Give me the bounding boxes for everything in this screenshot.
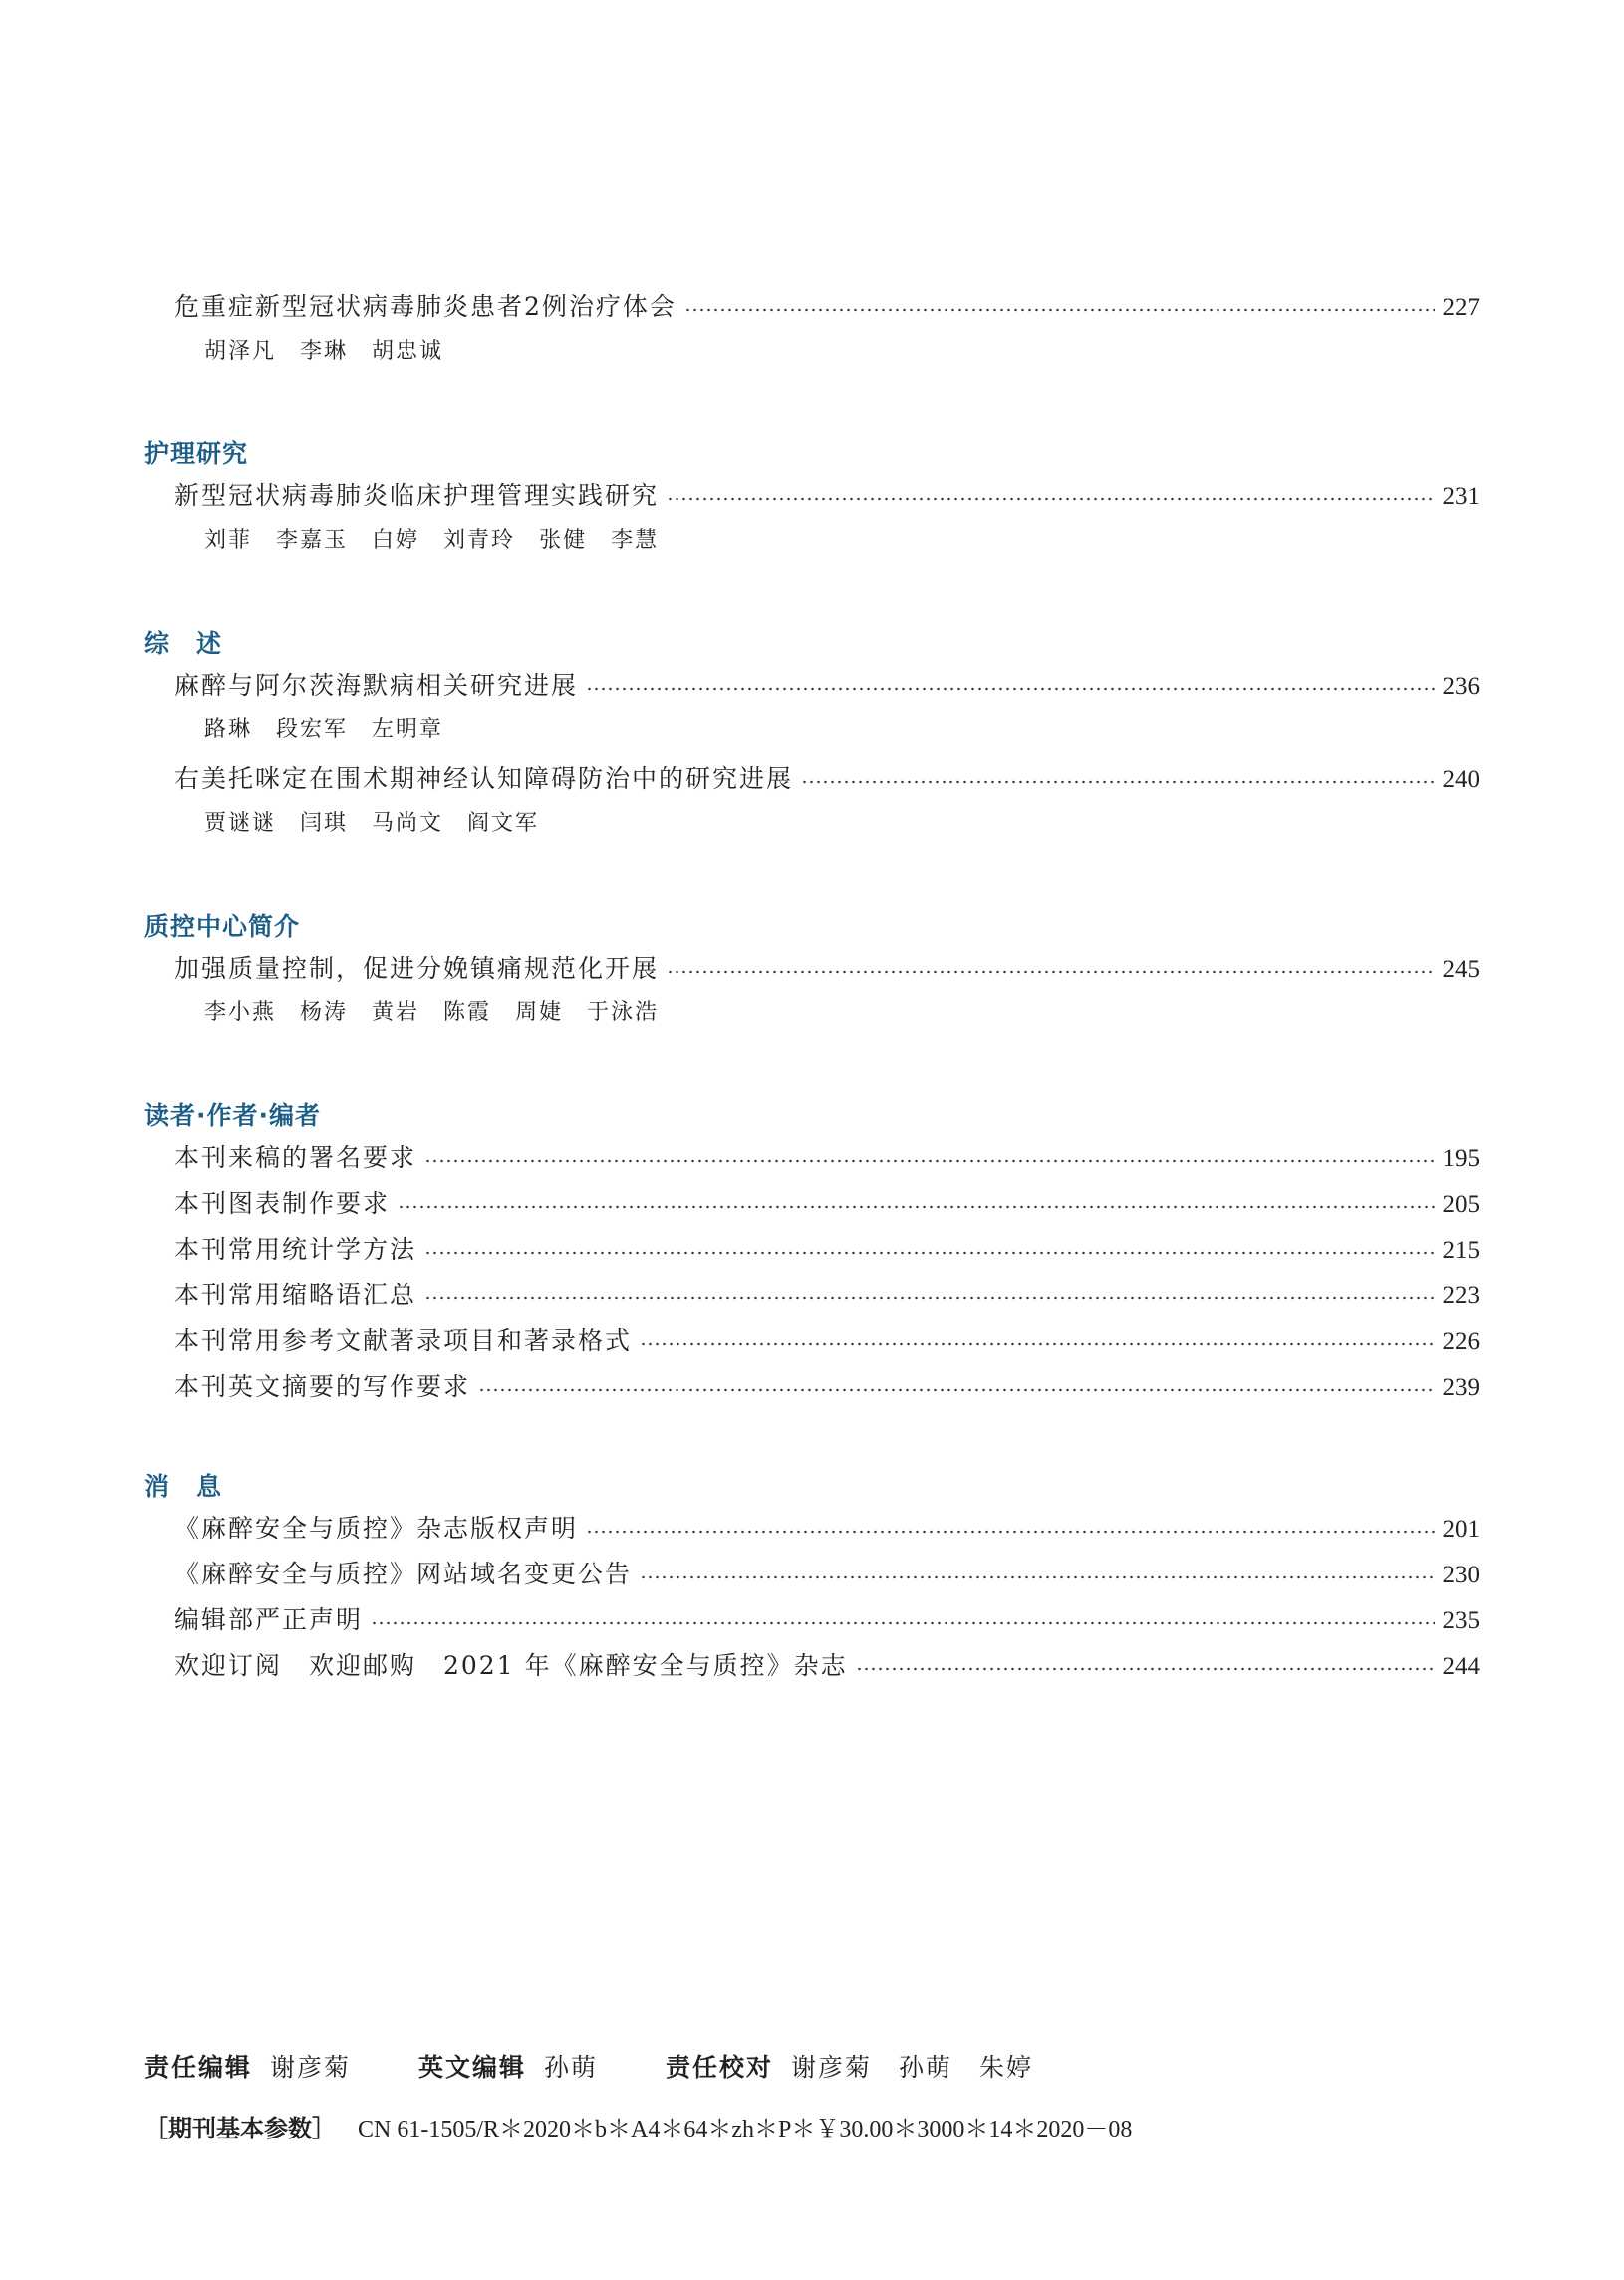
entry-title[interactable]: 新型冠状病毒肺炎临床护理管理实践研究: [174, 481, 660, 510]
entry-line[interactable]: [144, 1597, 1480, 1643]
entry-title[interactable]: 本刊来稿的署名要求: [174, 1143, 417, 1172]
page-number[interactable]: 235: [1442, 1607, 1480, 1634]
entry-title[interactable]: 编辑部严正声明: [174, 1605, 364, 1634]
entry-title[interactable]: 麻醉与阿尔茨海默病相关研究进展: [174, 671, 579, 700]
entry-line[interactable]: [144, 1135, 1480, 1181]
toc-entry[interactable]: [144, 946, 1480, 1039]
author-name: 李小燕: [204, 1000, 277, 1025]
staff-label: 责任校对: [665, 2053, 773, 2082]
toc-entry[interactable]: [144, 1506, 1480, 1552]
page-number[interactable]: 205: [1442, 1191, 1480, 1218]
staff-label: 责任编辑: [144, 2053, 253, 2082]
entry-title[interactable]: 危重症新型冠状病毒肺炎患者2例治疗体会: [174, 292, 677, 321]
entry-line[interactable]: [144, 756, 1480, 802]
staff-names: 谢彦菊: [270, 2053, 352, 2082]
page-number[interactable]: 240: [1442, 766, 1480, 793]
entry-title[interactable]: 右美托咪定在围术期神经认知障碍防治中的研究进展: [174, 764, 794, 793]
author-name: 路琳: [204, 717, 253, 742]
page-number[interactable]: 223: [1442, 1282, 1480, 1309]
table-of-contents: [144, 284, 1480, 1747]
entry-line[interactable]: [144, 1364, 1480, 1410]
toc-section: [144, 1097, 1480, 1410]
author-name: 于泳浩: [587, 1000, 660, 1025]
entry-line[interactable]: [144, 1318, 1480, 1364]
section-heading: 消 息: [144, 1472, 223, 1501]
entry-line[interactable]: [144, 1181, 1480, 1227]
entry-title[interactable]: 本刊常用缩略语汇总: [174, 1281, 417, 1309]
toc-section: [144, 625, 1480, 850]
leader-dots: [424, 1296, 1434, 1300]
toc-entry[interactable]: [144, 1135, 1480, 1181]
leader-dots: [640, 1575, 1434, 1579]
params-value: CN 61-1505/R＊2020＊b＊A4＊64＊zh＊P＊￥30.00＊3000＊14＊2020－08: [358, 2117, 1133, 2142]
author-name: 张健: [539, 528, 588, 553]
entry-title[interactable]: 《麻醉安全与质控》网站域名变更公告: [174, 1560, 633, 1588]
page-number[interactable]: 245: [1442, 956, 1480, 983]
author-name: 李琳: [300, 339, 349, 364]
page-number[interactable]: 215: [1442, 1237, 1480, 1264]
leader-dots: [424, 1251, 1434, 1255]
leader-dots: [371, 1621, 1434, 1625]
author-name: 贾谜谜: [204, 811, 277, 836]
staff-names: 谢彦菊 孙萌 朱婷: [790, 2053, 1033, 2082]
page-number[interactable]: 227: [1442, 294, 1480, 321]
leader-dots: [667, 970, 1434, 974]
entry-line[interactable]: [144, 284, 1480, 330]
author-name: 李嘉玉: [276, 528, 349, 553]
toc-entry[interactable]: [144, 1597, 1480, 1643]
page-number[interactable]: 236: [1442, 673, 1480, 700]
leader-dots: [424, 1159, 1434, 1163]
page-number[interactable]: 244: [1442, 1653, 1480, 1680]
staff-line: [144, 2043, 1480, 2093]
leader-dots: [640, 1342, 1434, 1346]
leader-dots: [667, 497, 1434, 501]
section-heading: 质控中心简介: [144, 912, 301, 941]
page-number[interactable]: 230: [1442, 1562, 1480, 1588]
toc-entry[interactable]: [144, 756, 1480, 850]
editorial-footer: [144, 2043, 1480, 2156]
entry-line[interactable]: [144, 473, 1480, 519]
entry-line[interactable]: [144, 1552, 1480, 1597]
author-name: 闫琪: [300, 811, 349, 836]
author-name: 左明章: [372, 717, 444, 742]
entry-title[interactable]: 《麻醉安全与质控》杂志版权声明: [174, 1514, 579, 1543]
entry-line[interactable]: [144, 1273, 1480, 1318]
entry-line[interactable]: [144, 1643, 1480, 1689]
leader-dots: [586, 687, 1434, 691]
toc-section: [144, 1468, 1480, 1689]
entry-title[interactable]: 本刊图表制作要求: [174, 1189, 391, 1218]
toc-entry[interactable]: [144, 1227, 1480, 1273]
page-number[interactable]: 239: [1442, 1374, 1480, 1401]
section-heading: 护理研究: [144, 439, 249, 468]
entry-line[interactable]: [144, 1506, 1480, 1552]
author-name: 刘青玲: [443, 528, 516, 553]
entry-authors: [144, 519, 1480, 567]
section-heading: 综 述: [144, 629, 223, 658]
toc-section: [144, 435, 1480, 567]
author-name: 陈霞: [443, 1000, 492, 1025]
toc-entry[interactable]: [144, 1318, 1480, 1364]
entry-line[interactable]: [144, 946, 1480, 992]
page-number[interactable]: 226: [1442, 1328, 1480, 1355]
entry-authors: [144, 330, 1480, 378]
leader-dots: [586, 1530, 1434, 1534]
entry-authors: [144, 992, 1480, 1039]
entry-title[interactable]: 本刊常用参考文献著录项目和著录格式: [174, 1326, 633, 1355]
leader-dots: [478, 1388, 1434, 1392]
author-name: 段宏军: [276, 717, 349, 742]
author-name: 白婷: [372, 528, 420, 553]
toc-entry[interactable]: [144, 1364, 1480, 1410]
staff-label: 英文编辑: [417, 2053, 526, 2082]
leader-dots: [684, 308, 1435, 312]
page-number[interactable]: 195: [1442, 1145, 1480, 1172]
entry-line[interactable]: [144, 663, 1480, 709]
entry-title[interactable]: 欢迎订阅 欢迎邮购 2021 年《麻醉安全与质控》杂志: [174, 1651, 848, 1680]
entry-title[interactable]: 本刊常用统计学方法: [174, 1235, 417, 1264]
author-name: 黄岩: [372, 1000, 420, 1025]
toc-section: [144, 908, 1480, 1039]
toc-entry[interactable]: [144, 663, 1480, 756]
toc-entry[interactable]: [144, 284, 1480, 378]
toc-entry[interactable]: [144, 473, 1480, 567]
author-name: 李慧: [611, 528, 660, 553]
author-name: 马尚文: [372, 811, 444, 836]
entry-authors: [144, 709, 1480, 756]
author-name: 胡泽凡: [204, 339, 277, 364]
author-name: 刘菲: [204, 528, 253, 553]
author-name: 阎文军: [467, 811, 540, 836]
author-name: 杨涛: [300, 1000, 349, 1025]
author-name: 胡忠诚: [372, 339, 444, 364]
entry-title[interactable]: 本刊英文摘要的写作要求: [174, 1372, 471, 1401]
entry-authors: [144, 802, 1480, 850]
entry-title[interactable]: 加强质量控制，促进分娩镇痛规范化开展: [174, 954, 660, 983]
leader-dots: [856, 1667, 1435, 1671]
params-label: ［期刊基本参数］: [144, 2115, 336, 2142]
toc-entry[interactable]: [144, 1181, 1480, 1227]
entry-line[interactable]: [144, 1227, 1480, 1273]
toc-entry[interactable]: [144, 1273, 1480, 1318]
author-name: 周婕: [515, 1000, 564, 1025]
toc-section: [144, 284, 1480, 378]
staff-names: 孙萌: [544, 2053, 599, 2082]
toc-entry[interactable]: [144, 1552, 1480, 1597]
page-number[interactable]: 201: [1442, 1516, 1480, 1543]
toc-entry[interactable]: [144, 1643, 1480, 1689]
leader-dots: [801, 780, 1434, 784]
journal-parameters: [144, 2101, 1480, 2156]
section-heading: 读者·作者·编者: [144, 1101, 321, 1130]
leader-dots: [398, 1205, 1434, 1209]
page-number[interactable]: 231: [1442, 483, 1480, 510]
